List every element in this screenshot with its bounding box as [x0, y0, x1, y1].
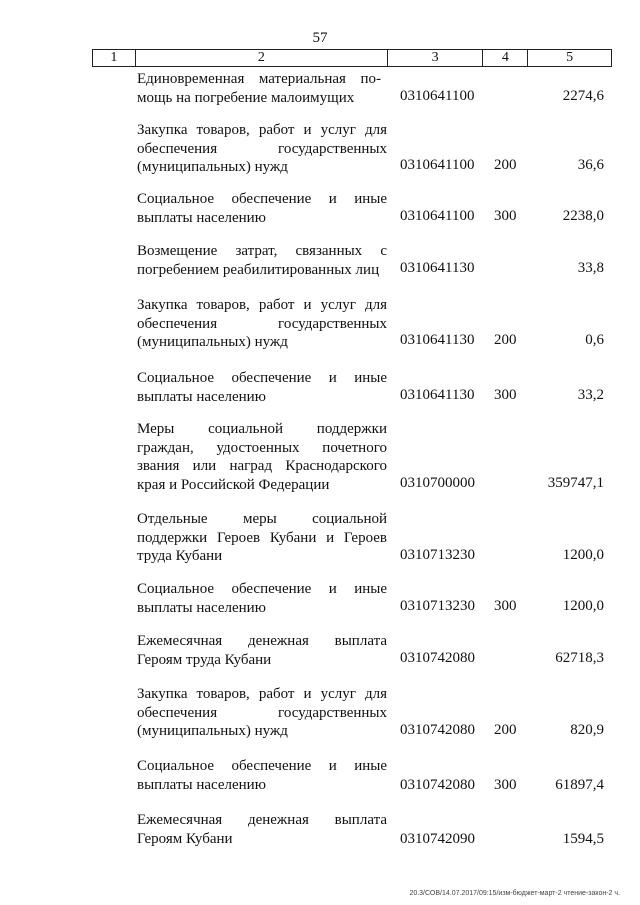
row-description: Закупка товаров, работ и услуг для обеспечения государственных (муниципальных) нужд — [137, 297, 387, 350]
row-code: 0310742080 — [400, 722, 475, 738]
row-code: 0310713230 — [400, 598, 475, 614]
row-description: Социальное обеспечение и иные выплаты населению — [137, 191, 387, 226]
row-amount: 2274,6 — [562, 88, 604, 104]
row-description: Социальное обеспечение и иные выплаты населению — [137, 758, 387, 793]
row-description: Закупка товаров, работ и услуг для обеспечения государственных (муниципальных) нужд — [137, 686, 387, 739]
row-code: 0310742080 — [400, 650, 475, 666]
row-type: 300 — [494, 387, 517, 403]
column-header-5: 5 — [566, 50, 574, 65]
row-type: 300 — [494, 777, 517, 793]
row-type: 300 — [494, 598, 517, 614]
column-header-1: 1 — [93, 50, 136, 66]
row-description: Ежемесячная денежная выплата Героям труда Кубани — [137, 633, 387, 668]
row-type: 200 — [494, 332, 517, 348]
row-code: 0310700000 — [400, 475, 475, 491]
row-code: 0310742090 — [400, 831, 475, 847]
column-header-4: 4 — [483, 50, 528, 66]
column-header-3: 3 — [388, 50, 484, 66]
row-amount: 33,2 — [577, 387, 604, 403]
row-code: 0310641130 — [400, 332, 475, 348]
document-footer: 20.3/СОВ/14.07.2017/09:15/изм-бюджет-март-2 чтение-закон-2 ч. — [409, 890, 620, 897]
row-code: 0310742080 — [400, 777, 475, 793]
row-description: Возмещение затрат, связанных с погребением реабилитированных лиц — [137, 243, 387, 278]
row-amount: 61897,4 — [555, 777, 604, 793]
row-code: 0310641100 — [400, 88, 475, 104]
row-amount: 1200,0 — [562, 547, 604, 563]
row-code: 0310641100 — [400, 157, 475, 173]
row-code: 0310641100 — [400, 208, 475, 224]
row-amount: 33,8 — [577, 260, 604, 276]
row-description: Социальное обеспечение и иные выплаты населению — [137, 581, 387, 616]
row-code: 0310713230 — [400, 547, 475, 563]
row-amount: 1594,5 — [562, 831, 604, 847]
row-code: 0310641130 — [400, 260, 475, 276]
row-type: 300 — [494, 208, 517, 224]
row-type: 200 — [494, 157, 517, 173]
row-amount: 2238,0 — [562, 208, 604, 224]
row-amount: 62718,3 — [555, 650, 604, 666]
column-header-2: 2 — [136, 50, 388, 66]
row-amount: 820,9 — [570, 722, 604, 738]
row-description: Отдельные меры социальной поддержки Героев Кубани и Героев труда Кубани — [137, 511, 387, 564]
page-number: 57 — [312, 30, 328, 46]
row-description: Единовременная материальная по-мощь на погребение малоимущих — [137, 71, 381, 106]
row-type: 200 — [494, 722, 517, 738]
row-description: Закупка товаров, работ и услуг для обеспечения государственных (муниципальных) нужд — [137, 122, 387, 175]
row-description: Меры социальной поддержки граждан, удостоенных почетного звания или наград Краснодарского края и Российской Федерации — [137, 421, 387, 493]
row-code: 0310641130 — [400, 387, 475, 403]
row-amount: 1200,0 — [562, 598, 604, 614]
row-description: Ежемесячная денежная выплата Героям Кубани — [137, 812, 387, 847]
row-amount: 0,6 — [585, 332, 604, 348]
row-amount: 359747,1 — [547, 475, 604, 491]
row-amount: 36,6 — [577, 157, 604, 173]
row-description: Социальное обеспечение и иные выплаты населению — [137, 370, 387, 405]
